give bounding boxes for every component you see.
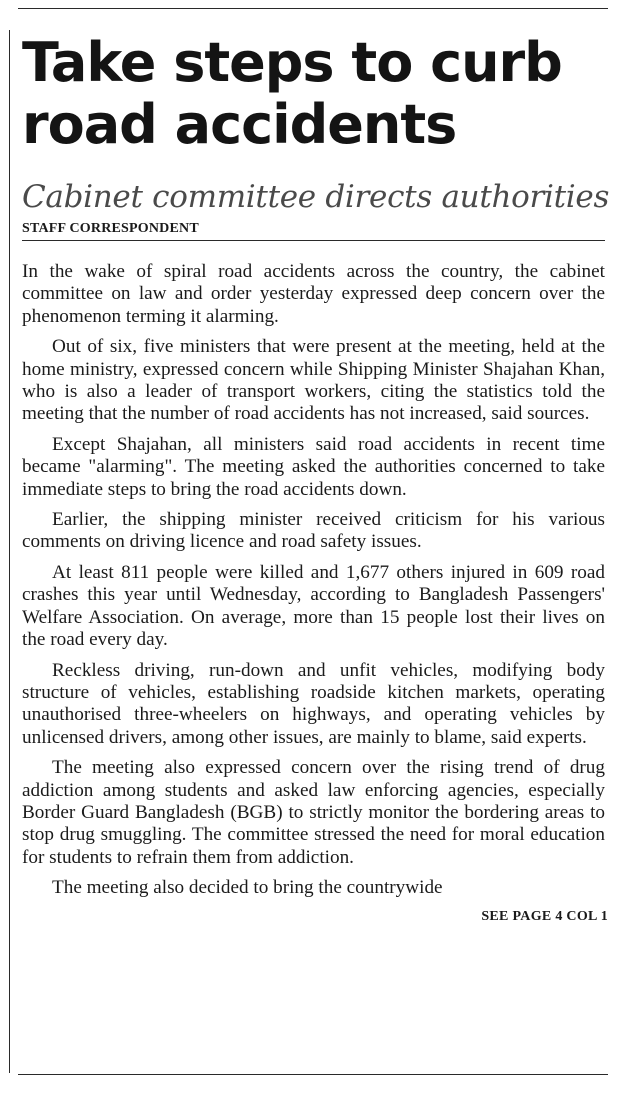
left-column-rule [9,30,10,1073]
subhead: Cabinet committee directs authorities [22,179,610,215]
continued-jump-line: SEE PAGE 4 COL 1 [481,908,608,924]
top-rule [18,8,608,9]
paragraph-1: In the wake of spiral road accidents across the country, the cabinet committee on law and order yesterday expressed deep concern over the phenomenon terming it alarming. [22,261,605,327]
paragraph-4: Earlier, the shipping minister received criticism for his various comments on driving licence and road safety issues. [22,509,605,553]
paragraph-6: Reckless driving, run-down and unfit vehicles, modifying body structure of vehicles, establishing roadside kitchen markets, operating unauthorised three-wheelers on highways, and operating vehicles by unlicensed drivers, among other issues, are mainly to blame, said experts. [22,659,605,748]
paragraph-8: The meeting also decided to bring the countrywide [52,877,443,899]
headline: Take steps to curb road accidents [22,31,562,156]
bottom-rule [18,1074,608,1075]
byline: STAFF CORRESPONDENT [22,220,605,241]
article-column [22,32,608,926]
paragraph-7: The meeting also expressed concern over the rising trend of drug addiction among students and asked law enforcing agencies, especially Border Guard Bangladesh (BGB) to strictly monitor the bordering areas to stop drug smuggling. The committee stressed the need for moral education for students to refrain them from addiction. [22,757,605,868]
paragraph-2: Out of six, five ministers that were present at the meeting, held at the home ministry, expressed concern while Shipping Minister Shajahan Khan, who is also a leader of transport workers, citing the statistics told the meeting that the number of road accidents has not increased, said sources. [22,336,605,425]
paragraph-3: Except Shajahan, all ministers said road accidents in recent time became "alarming". The meeting asked the authorities concerned to take immediate steps to bring the road accidents down. [22,433,605,500]
paragraph-5: At least 811 people were killed and 1,677 others injured in 609 road crashes this year until Wednesday, according to Bangladesh Passengers' Welfare Association. On average, more than 15 people lost their lives on the road every day. [22,561,605,651]
article-body [22,261,605,900]
